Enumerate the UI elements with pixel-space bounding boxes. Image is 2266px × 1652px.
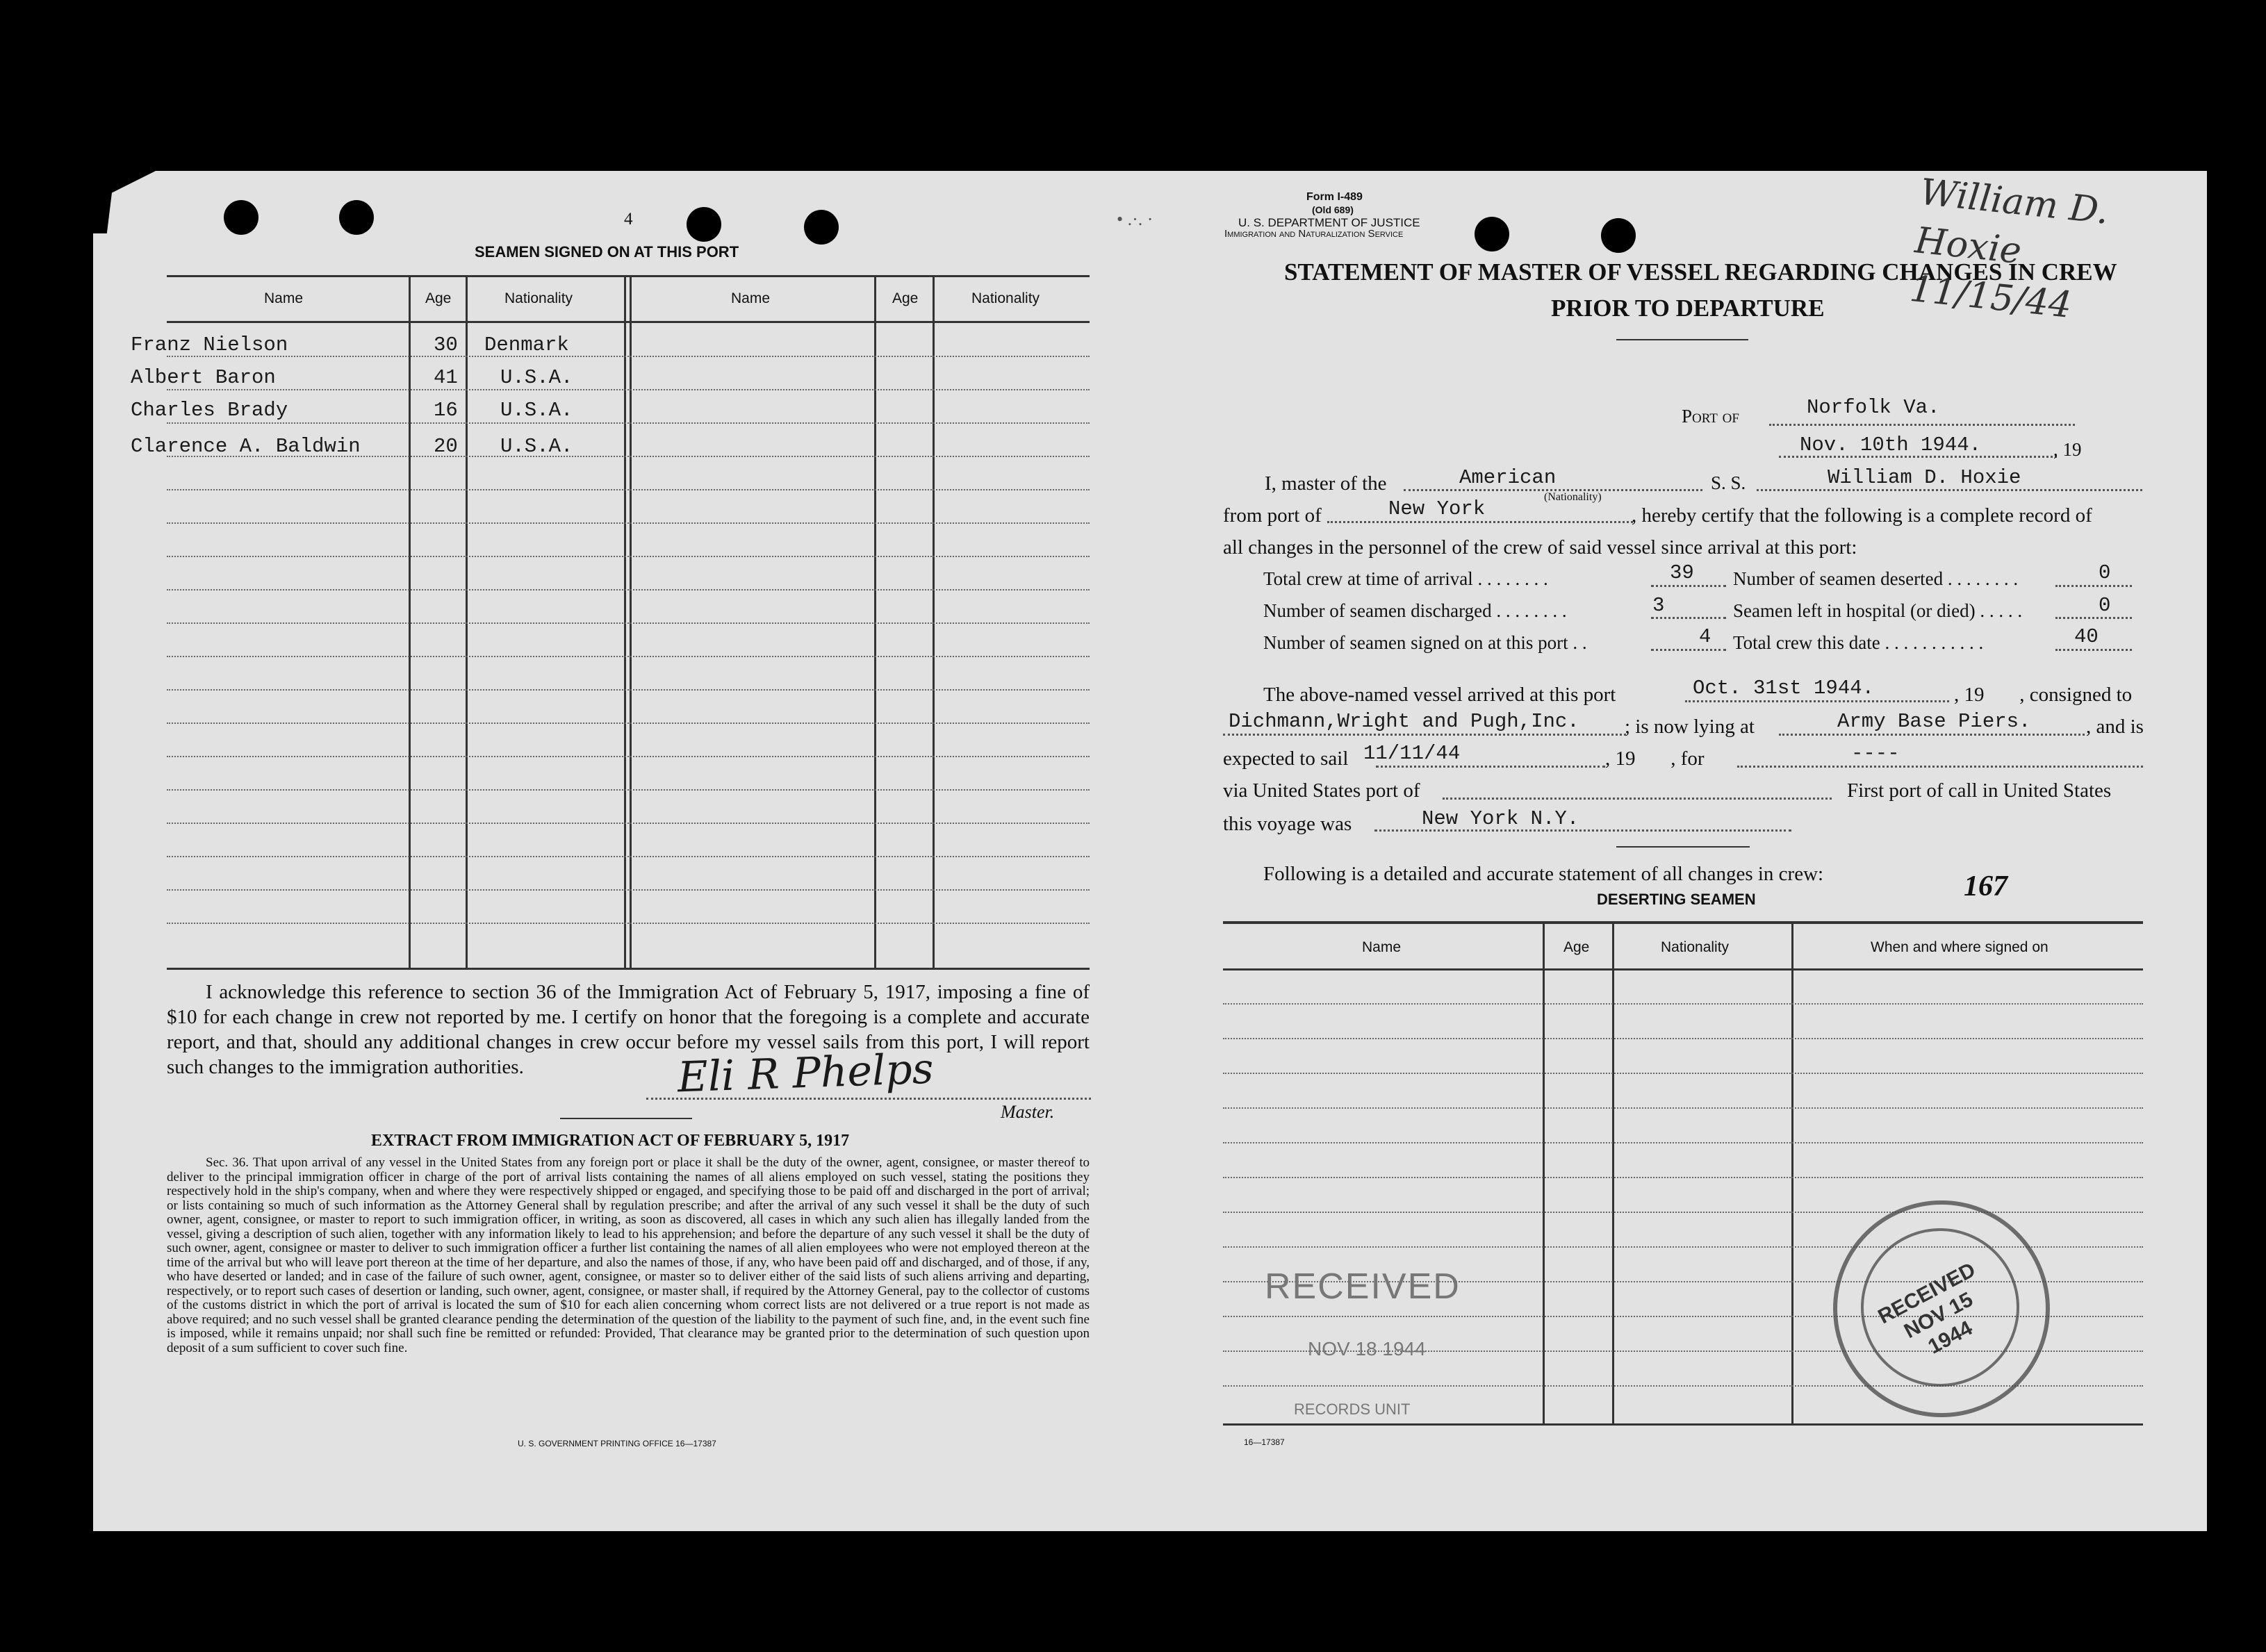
stat-line (2055, 649, 2132, 651)
seaman-name: Clarence A. Baldwin (131, 435, 361, 458)
punch-hole (224, 200, 258, 235)
page-code: 167 (1964, 870, 2008, 902)
stat-line (1651, 617, 1726, 619)
consigned-text: , 19 , consigned to (1954, 684, 2133, 706)
row-line (167, 722, 1090, 724)
row-line (1223, 1003, 2143, 1005)
ship-name: William D. Hoxie (1828, 466, 2021, 489)
stat-label: Number of seamen signed on at this port . . (1263, 632, 1587, 653)
stat-value: 40 (2074, 625, 2099, 648)
master-label: Master. (1001, 1102, 1055, 1122)
arrived-label: The above-named vessel arrived at this port (1263, 684, 1616, 706)
page-number: 4 (624, 210, 633, 229)
lying-value: Army Base Piers. (1837, 710, 2031, 733)
first-port-label: First port of call in United States (1847, 779, 2112, 802)
col-header-signed-on: When and where signed on (1871, 939, 2049, 955)
title-rule (1616, 339, 1748, 340)
port-label: Port of (1682, 406, 1739, 427)
table-bottom-rule (167, 968, 1090, 970)
col-header-age: Age (425, 290, 452, 306)
form-title-line1: STATEMENT OF MASTER OF VESSEL REGARDING CHANGES IN CREW (1284, 258, 2117, 286)
table-header-rule (1223, 968, 2143, 970)
seaman-age: 30 (434, 333, 458, 356)
table-bottom-rule (1223, 1423, 2143, 1426)
deserting-heading: DESERTING SEAMEN (1597, 891, 1756, 908)
row-line (167, 656, 1090, 657)
row-line (167, 856, 1090, 857)
received-stamp: RECEIVED (1265, 1266, 1461, 1307)
table-header-rule (167, 321, 1090, 323)
signature-line (646, 1098, 1091, 1100)
tiny-mark: • .·. · (1117, 209, 1153, 229)
stat-line (1651, 585, 1726, 587)
row-line (167, 823, 1090, 824)
stat-label: Number of seamen discharged . . . . . . . . (1263, 600, 1567, 621)
row-line (167, 889, 1090, 891)
stat-line (2055, 617, 2132, 619)
col-divider (1543, 921, 1545, 1423)
arrived-line (1685, 700, 1949, 702)
form-title-line2: PRIOR TO DEPARTURE (1551, 295, 1825, 322)
ss-label: S. S. (1711, 472, 1746, 493)
voyage-label: this voyage was (1223, 813, 1352, 835)
col-header-nationality: Nationality (971, 290, 1040, 306)
punch-hole (1475, 217, 1509, 251)
row-line (167, 356, 1090, 357)
row-line (1223, 1073, 2143, 1074)
extract-title: EXTRACT FROM IMMIGRATION ACT OF FEBRUARY 5, 1917 (371, 1132, 850, 1150)
following-text: Following is a detailed and accurate statement of all changes in crew: (1263, 863, 1824, 885)
arrived-value: Oct. 31st 1944. (1693, 677, 1875, 700)
printer-line: U. S. GOVERNMENT PRINTING OFFICE 16—17387 (518, 1439, 716, 1448)
seaman-nationality: U.S.A. (500, 399, 573, 422)
acknowledgment-text: I acknowledge this reference to section 36 of the Immigration Act of February 5, 1917, imposing a fine of $10 for each change in crew not reported by me. I certify on honor that the foregoing is a complete and accurate report, and that, should any additional changes in crew occur before my vessel sails from this port, I will report such changes to the immigration authorities. (167, 981, 1090, 1078)
stat-line (1651, 649, 1726, 651)
col-header-name: Name (731, 290, 771, 306)
row-line (167, 756, 1090, 757)
stat-label: Total crew this date . . . . . . . . . . . (1733, 632, 1984, 653)
consignee-line (1223, 734, 1626, 736)
from-port-label: from port of (1223, 504, 1322, 527)
section-divider (560, 1118, 692, 1119)
seaman-age: 16 (434, 399, 458, 422)
handwritten-note: William D. Hoxie 11/15/44 (1907, 171, 2111, 327)
master-signature: Eli R Phelps (676, 1044, 935, 1102)
punch-hole (1601, 218, 1636, 253)
form-code: 16—17387 (1244, 1437, 1285, 1447)
master-of-label: I, master of the (1265, 472, 1387, 495)
seaman-name: Albert Baron (131, 366, 276, 389)
nationality-caption: (Nationality) (1544, 491, 1602, 503)
records-unit-stamp: RECORDS UNIT (1294, 1401, 1411, 1418)
row-line (167, 389, 1090, 390)
nationality-value: American (1459, 466, 1557, 489)
row-line (167, 622, 1090, 624)
ship-line (1757, 489, 2142, 491)
seaman-name: Franz Nielson (131, 333, 288, 356)
for-text: , 19 , for (1605, 747, 1705, 770)
row-line (1223, 1038, 2143, 1039)
via-label: via United States port of (1223, 779, 1420, 802)
stat-value: 0 (2099, 594, 2111, 617)
date-value: Nov. 10th 1944. (1800, 433, 1982, 456)
sail-line (1376, 766, 1605, 768)
and-is-text: , and is (2086, 716, 2144, 738)
row-line (167, 923, 1090, 924)
col-header-name: Name (1362, 939, 1402, 955)
punch-hole (339, 200, 374, 235)
lying-label: ; is now lying at (1625, 716, 1755, 738)
department: U. S. DEPARTMENT OF JUSTICE (1238, 216, 1420, 229)
port-line (1769, 424, 2075, 426)
row-line (167, 589, 1090, 590)
consignee-value: Dichmann,Wright and Pugh,Inc. (1229, 710, 1579, 733)
seaman-nationality: U.S.A. (500, 435, 573, 458)
col-divider (466, 275, 468, 968)
row-line (167, 522, 1090, 524)
col-header-nationality: Nationality (1661, 939, 1730, 955)
row-line (167, 556, 1090, 557)
table-top-rule (1223, 921, 2143, 924)
via-line (1443, 798, 1832, 800)
port-value: Norfolk Va. (1807, 396, 1940, 419)
voyage-value: New York N.Y. (1422, 807, 1579, 830)
stat-label: Seamen left in hospital (or died) . . . . . (1733, 600, 2023, 621)
row-line (167, 489, 1090, 490)
col-header-age: Age (1563, 939, 1590, 955)
col-divider (624, 275, 626, 968)
stat-value: 0 (2099, 561, 2111, 584)
seaman-name: Charles Brady (131, 399, 288, 422)
table-top-rule (167, 275, 1090, 277)
destination-value: ---- (1851, 742, 1900, 765)
col-header-nationality: Nationality (504, 290, 573, 306)
old-form-number: (Old 689) (1312, 204, 1354, 215)
row-line (167, 789, 1090, 791)
col-divider (933, 275, 935, 968)
col-divider (1791, 921, 1793, 1423)
from-port-value: New York (1388, 497, 1486, 520)
col-divider (1612, 921, 1614, 1423)
stat-value: 3 (1652, 594, 1665, 617)
row-line (1223, 1177, 2143, 1178)
stat-label: Total crew at time of arrival . . . . . . . . (1263, 568, 1548, 589)
from-port-line (1327, 521, 1633, 523)
stat-line (2055, 585, 2132, 587)
col-divider (409, 275, 411, 968)
received-stamp-date: NOV 18 1944 (1308, 1338, 1426, 1360)
stat-label: Number of seamen deserted . . . . . . . . (1733, 568, 2019, 589)
seaman-age: 20 (434, 435, 458, 458)
col-header-name: Name (264, 290, 304, 306)
col-header-age: Age (892, 290, 919, 306)
row-line (1223, 1212, 2143, 1213)
seaman-age: 41 (434, 366, 458, 389)
seaman-nationality: U.S.A. (500, 366, 573, 389)
row-line (167, 689, 1090, 691)
sail-label: expected to sail (1223, 747, 1349, 770)
stat-value: 39 (1670, 561, 1694, 584)
seaman-nationality: Denmark (484, 333, 569, 356)
form-number: Form I-489 (1306, 191, 1363, 203)
date-suffix: , 19 (2053, 439, 2082, 460)
row-line (167, 422, 1090, 424)
row-line (1223, 1107, 2143, 1109)
seal-text: RECEIVED NOV 15 1944 (1874, 1258, 1980, 1359)
lying-line (1779, 734, 2085, 736)
punch-hole (687, 207, 721, 242)
service: Immigration and Naturalization Service (1224, 228, 1404, 240)
row-line (1223, 1142, 2143, 1143)
destination-line (1737, 766, 2143, 768)
punch-hole (804, 210, 839, 245)
extract-text: Sec. 36. That upon arrival of any vessel in the United States from any foreign port or place it shall be the duty of the owner, agent, consignee, or master thereof to deliver to the principal immigration officer in charge of the port of arrival lists containing the names of all aliens employed on such vessel, stating the positions they respectively hold in the ship's company, when and where they were respectively shipped or engaged, and specifying those to be paid off and discharged in the port of arrival; or lists containing so much of such information as the Attorney General shall by regulation prescribe; and after the arrival of any such vessel it shall be the duty of such owner, agent, consignee, or master to report to such immigration officer, in writing, as soon as discovered, all cases in which any such alien has illegally landed from the vessel, giving a description of such alien, together with any information likely to lead to his apprehension; and before the departure of any such vessel it shall be the duty of such owner, agent, consignee or master to deliver to such immigration officer a further list containing the names of all alien employees who were not employed thereon at the time of the arrival but who will leave port thereon at the time of her departure, and also the names of those, if any, who have been paid off and discharged, and of those, if any, who have deserted or landed; and in case of the failure of such owner, agent, consignee, or master so to deliver either of the said lists of such aliens arriving and departing, respectively, or to report such cases of desertion or landing, such owner, agent, consignee, or master shall, if required by the Attorney General, pay to the collector of customs of the customs district in which the port of arrival is located the sum of $10 for each alien concerning whom correct lists are not delivered or a true report is not made as above required; and no such vessel shall be granted clearance pending the determination of the question of the liability to the payment of such fine, and, in the event such fine is imposed, while it remains unpaid; nor shall such fine be remitted or refunded: Provided, That clearance may be granted prior to the determination of such question upon deposit of a sum sufficient to cover such fine. (167, 1155, 1090, 1355)
col-divider (874, 275, 876, 968)
stat-value: 4 (1699, 625, 1711, 648)
changes-text: all changes in the personnel of the crew of said vessel since arrival at this port: (1223, 536, 1857, 559)
col-divider (630, 275, 632, 968)
sail-value: 11/11/44 (1363, 742, 1461, 765)
left-heading: SEAMEN SIGNED ON AT THIS PORT (475, 243, 739, 261)
certify-text: , hereby certify that the following is a complete record of (1632, 504, 2092, 527)
section-divider (1616, 846, 1750, 848)
